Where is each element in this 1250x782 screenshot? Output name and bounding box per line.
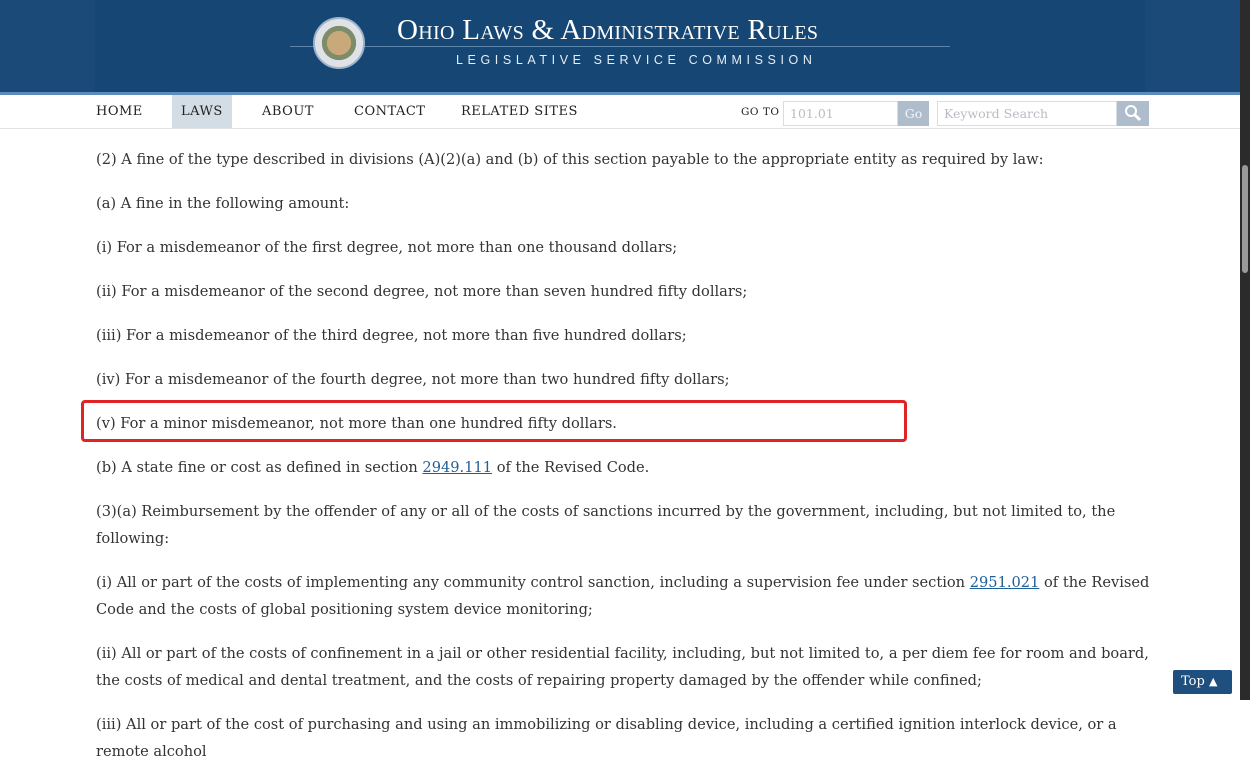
paragraph: (iii) All or part of the cost of purchasing and using an immobilizing or disabling device, including a certified ignition interlock device, or a remote alcohol — [96, 716, 1117, 760]
main-nav — [0, 92, 1240, 129]
paragraph: (3)(a) Reimbursement by the offender of any or all of the costs of sanctions incurred by the government, including, but not limited to, the following: — [96, 503, 1116, 547]
go-button[interactable]: Go — [898, 101, 929, 126]
nav-laws[interactable]: LAWS — [172, 95, 232, 128]
section-link-2949-111[interactable]: 2949.111 — [422, 459, 493, 476]
search-icon — [1124, 104, 1142, 122]
paragraph — [96, 454, 1156, 481]
law-text — [96, 146, 1156, 782]
ohio-seal-logo[interactable] — [313, 17, 365, 69]
top-label: Top — [1181, 674, 1205, 689]
chevron-up-icon: ▲ — [1208, 675, 1218, 688]
nav-contact[interactable]: CONTACT — [354, 104, 426, 119]
paragraph — [96, 569, 1156, 623]
nav-home[interactable]: HOME — [96, 104, 143, 119]
text: of the Revised Code. — [492, 459, 650, 476]
search-button[interactable] — [1117, 101, 1149, 126]
paragraph: (2) A fine of the type described in divisions (A)(2)(a) and (b) of this section payable to the appropriate entity as required by law: — [96, 151, 1044, 168]
paragraph: (ii) All or part of the costs of confinement in a jail or other residential facility, including, but not limited to, a per diem fee for room and board, the costs of medical and dental treatment, and the costs of repairing property damaged by the offender while confined; — [96, 645, 1149, 689]
keyword-search-input[interactable]: Keyword Search — [937, 101, 1117, 126]
paragraph-highlighted: (v) For a minor misdemeanor, not more than one hundred fifty dollars. — [96, 415, 617, 432]
paragraph: (ii) For a misdemeanor of the second degree, not more than seven hundred fifty dollars; — [96, 283, 748, 300]
scrollbar[interactable] — [1240, 0, 1250, 700]
nav-related-sites[interactable]: RELATED SITES — [461, 104, 578, 119]
section-link-2951-021[interactable]: 2951.021 — [969, 574, 1040, 591]
site-header — [0, 0, 1240, 92]
nav-about[interactable]: ABOUT — [262, 104, 314, 119]
site-subtitle: LEGISLATIVE SERVICE COMMISSION — [456, 53, 817, 67]
paragraph: (a) A fine in the following amount: — [96, 195, 350, 212]
paragraph: (iv) For a misdemeanor of the fourth degree, not more than two hundred fifty dollars; — [96, 371, 730, 388]
paragraph: (iii) For a misdemeanor of the third degree, not more than five hundred dollars; — [96, 327, 687, 344]
back-to-top-button[interactable] — [1173, 670, 1232, 694]
text: (b) A state fine or cost as defined in section — [96, 459, 423, 476]
goto-input[interactable]: 101.01 — [783, 101, 898, 126]
text: (i) All or part of the costs of implementing any community control sanction, including a supervision fee under section — [96, 574, 970, 591]
scrollbar-thumb[interactable] — [1242, 165, 1248, 273]
highlight-box — [81, 400, 907, 442]
goto-label: GO TO — [741, 106, 780, 118]
paragraph: (i) For a misdemeanor of the first degree, not more than one thousand dollars; — [96, 239, 678, 256]
site-title[interactable]: Ohio Laws & Administrative Rules — [397, 14, 819, 46]
text: of the Revised Code and the costs of global positioning system device monitoring; — [96, 574, 1150, 618]
